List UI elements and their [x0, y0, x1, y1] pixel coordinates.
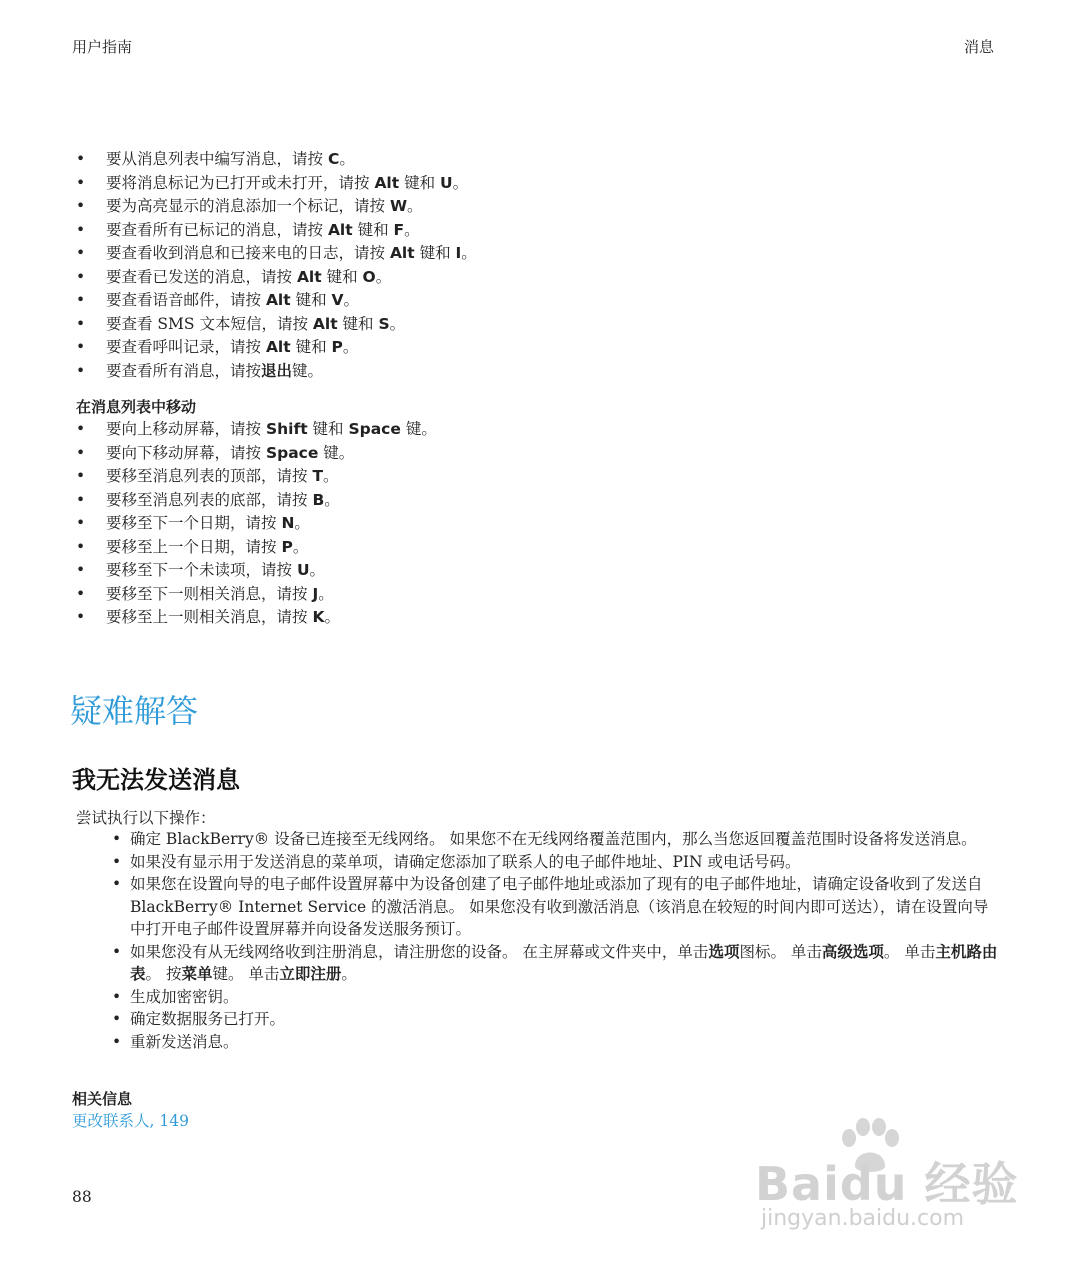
text-segment: 要向上移动屏幕，请按 — [106, 420, 266, 438]
key-label: Alt — [374, 173, 400, 192]
move-shortcut-item — [72, 583, 1002, 607]
text-segment: 。 单击 — [883, 942, 936, 961]
text-segment: 。 — [292, 537, 309, 556]
key-label: V — [331, 291, 344, 309]
shortcut-item — [72, 242, 1002, 266]
text-segment: 要查看已发送的消息，请按 — [106, 267, 297, 286]
text-segment: 如果您在设置向导的电子邮件设置屏幕中为设备创建了电子邮件地址或添加了现有的电子邮件地址，请确定设备收到了发送自 BlackBerry® Internet Service 的激活消息。 如果您没有收到激活消息（该消息在较短的时间内即可送达），请在设置向导中打开电子邮件设置屏幕并向设备发送服务预订。 — [130, 875, 989, 938]
shortcut-item — [72, 172, 1002, 196]
key-label: Space — [348, 420, 401, 438]
troubleshoot-step — [110, 873, 1000, 941]
key-label: P — [331, 338, 343, 356]
text-segment: 键和 — [321, 267, 363, 286]
key-label: P — [281, 537, 293, 556]
text-segment: 生成加密密钥。 — [130, 987, 239, 1006]
text-segment: 。 — [324, 490, 340, 509]
key-label: K — [312, 608, 325, 626]
move-shortcut-item — [72, 512, 1002, 536]
watermark-logo: Baidu 经验 — [755, 1157, 1019, 1211]
key-label: 立即注册 — [279, 965, 342, 983]
text-segment: 要查看所有消息，请按 — [106, 361, 262, 380]
troubleshoot-step — [110, 1031, 1000, 1054]
text-segment: 要查看所有已标记的消息，请按 — [106, 220, 328, 239]
troubleshoot-steps — [110, 828, 1000, 1053]
related-info-heading: 相关信息 — [72, 1090, 133, 1108]
key-label: Alt — [265, 338, 291, 356]
text-segment: 。 — [309, 561, 326, 579]
move-shortcut-item — [72, 442, 1002, 466]
move-shortcut-list — [72, 418, 1002, 630]
key-label: 选项 — [708, 942, 740, 961]
text-segment: 。 — [294, 514, 310, 532]
key-label: S — [378, 314, 390, 333]
text-segment: 键和 — [307, 420, 349, 438]
key-label: Alt — [312, 314, 338, 333]
shortcut-item — [72, 336, 1002, 360]
text-segment: 。 — [323, 467, 339, 485]
key-label: 菜单 — [181, 965, 213, 983]
text-segment: 要查看语音邮件，请按 — [106, 291, 266, 309]
key-label: Alt — [327, 220, 353, 239]
text-segment: 如果您没有从无线网络收到注册消息，请注册您的设备。 在主屏幕或文件夹中，单击 — [130, 942, 709, 961]
text-segment: 键。 — [400, 420, 437, 438]
text-segment: 要移至上一则相关消息，请按 — [106, 608, 313, 626]
text-segment: 键。 — [292, 361, 324, 380]
text-segment: 要移至消息列表的顶部，请按 — [106, 467, 313, 485]
text-segment: 要查看收到消息和已接来电的日志，请按 — [106, 244, 390, 262]
key-label: 高级选项 — [821, 942, 884, 961]
text-segment: 。 — [339, 150, 355, 168]
text-segment: 。 — [404, 220, 420, 239]
move-shortcut-item — [72, 606, 1002, 630]
key-label: Alt — [265, 291, 291, 309]
watermark-url: jingyan.baidu.com — [761, 1206, 965, 1231]
text-segment: 键和 — [399, 173, 441, 192]
key-label: T — [312, 467, 324, 485]
troubleshoot-intro: 尝试执行以下操作： — [76, 809, 216, 827]
page-number: 88 — [72, 1188, 92, 1206]
text-segment: 确定数据服务已打开。 — [130, 1010, 286, 1028]
text-segment: 键。 单击 — [212, 965, 280, 983]
header-guide-title: 用户指南 — [72, 38, 133, 56]
key-label: N — [281, 514, 295, 532]
text-segment: 。 — [375, 267, 392, 286]
key-label: 退出 — [261, 361, 293, 380]
text-segment: 要将消息标记为已打开或未打开，请按 — [106, 173, 375, 192]
header-section-title: 消息 — [963, 38, 994, 56]
text-segment: 要移至下一个未读项，请按 — [106, 561, 297, 579]
text-segment: 。 — [407, 197, 423, 215]
troubleshoot-subtitle: 我无法发送消息 — [72, 766, 240, 794]
text-segment: 要查看 SMS 文本短信，请按 — [106, 314, 313, 333]
baidu-watermark — [755, 1118, 1019, 1238]
key-label: Space — [265, 443, 319, 462]
text-segment: 。 — [389, 314, 406, 333]
move-shortcut-item — [72, 536, 1002, 560]
key-label: Alt — [389, 244, 415, 262]
text-segment: 要移至下一则相关消息，请按 — [106, 584, 313, 603]
key-label: 主机路由表 — [130, 942, 998, 983]
shortcut-item — [72, 148, 1002, 172]
key-label: U — [440, 173, 453, 192]
text-segment: 键和 — [290, 291, 332, 309]
move-shortcut-item — [72, 465, 1002, 489]
text-segment: 重新发送消息。 — [130, 1032, 239, 1051]
key-label: F — [393, 220, 405, 239]
text-segment: 。 — [318, 584, 334, 603]
text-segment: 。 — [341, 965, 357, 983]
move-section-heading: 在消息列表中移动 — [76, 398, 197, 416]
text-segment: 要从消息列表中编写消息，请按 — [106, 150, 328, 168]
shortcut-item — [72, 266, 1002, 290]
key-label: Alt — [296, 267, 322, 286]
text-segment: 。 — [452, 173, 469, 192]
text-segment: 要移至上一个日期，请按 — [106, 537, 282, 556]
shortcut-item — [72, 195, 1002, 219]
move-shortcut-item — [72, 418, 1002, 442]
move-shortcut-item — [72, 559, 1002, 583]
key-label: O — [362, 267, 376, 286]
key-label: I — [455, 244, 462, 262]
text-segment: 要为高亮显示的消息添加一个标记，请按 — [106, 197, 390, 215]
troubleshoot-step — [110, 941, 1000, 986]
text-segment: 确定 BlackBerry® 设备已连接至无线网络。 如果您不在无线网络覆盖范围内，那么当您返回覆盖范围时设备将发送消息。 — [130, 830, 977, 848]
shortcut-item — [72, 360, 1002, 384]
text-segment: 键。 — [318, 443, 355, 462]
related-link[interactable]: 更改联系人, 149 — [72, 1112, 189, 1130]
shortcut-item — [72, 289, 1002, 313]
key-label: C — [327, 150, 340, 168]
text-segment: 。 按 — [145, 965, 182, 983]
text-segment: 。 — [324, 608, 340, 626]
shortcut-item — [72, 313, 1002, 337]
shortcut-list — [72, 148, 1002, 383]
troubleshoot-step — [110, 828, 1000, 851]
key-label: Shift — [265, 420, 308, 438]
troubleshoot-step — [110, 851, 1000, 874]
text-segment: 键和 — [290, 338, 332, 356]
text-segment: 图标。 单击 — [739, 942, 822, 961]
troubleshoot-title: 疑难解答 — [70, 692, 199, 730]
text-segment: 。 — [343, 291, 360, 309]
text-segment: 键和 — [352, 220, 394, 239]
key-label: J — [312, 584, 319, 603]
move-shortcut-item — [72, 489, 1002, 513]
text-segment: 如果没有显示用于发送消息的菜单项，请确定您添加了联系人的电子邮件地址、PIN 或电话号码。 — [130, 852, 801, 871]
text-segment: 要查看呼叫记录，请按 — [106, 338, 266, 356]
troubleshoot-step — [110, 986, 1000, 1009]
text-segment: 键和 — [337, 314, 379, 333]
key-label: B — [312, 490, 325, 509]
text-segment: 要移至消息列表的底部，请按 — [106, 490, 313, 509]
text-segment: 。 — [461, 244, 477, 262]
text-segment: 要移至下一个日期，请按 — [106, 514, 282, 532]
shortcut-item — [72, 219, 1002, 243]
text-segment: 键和 — [414, 244, 456, 262]
text-segment: 。 — [342, 338, 359, 356]
troubleshoot-step — [110, 1008, 1000, 1031]
key-label: U — [296, 561, 310, 579]
key-label: W — [389, 197, 408, 215]
text-segment: 要向下移动屏幕，请按 — [106, 443, 266, 462]
